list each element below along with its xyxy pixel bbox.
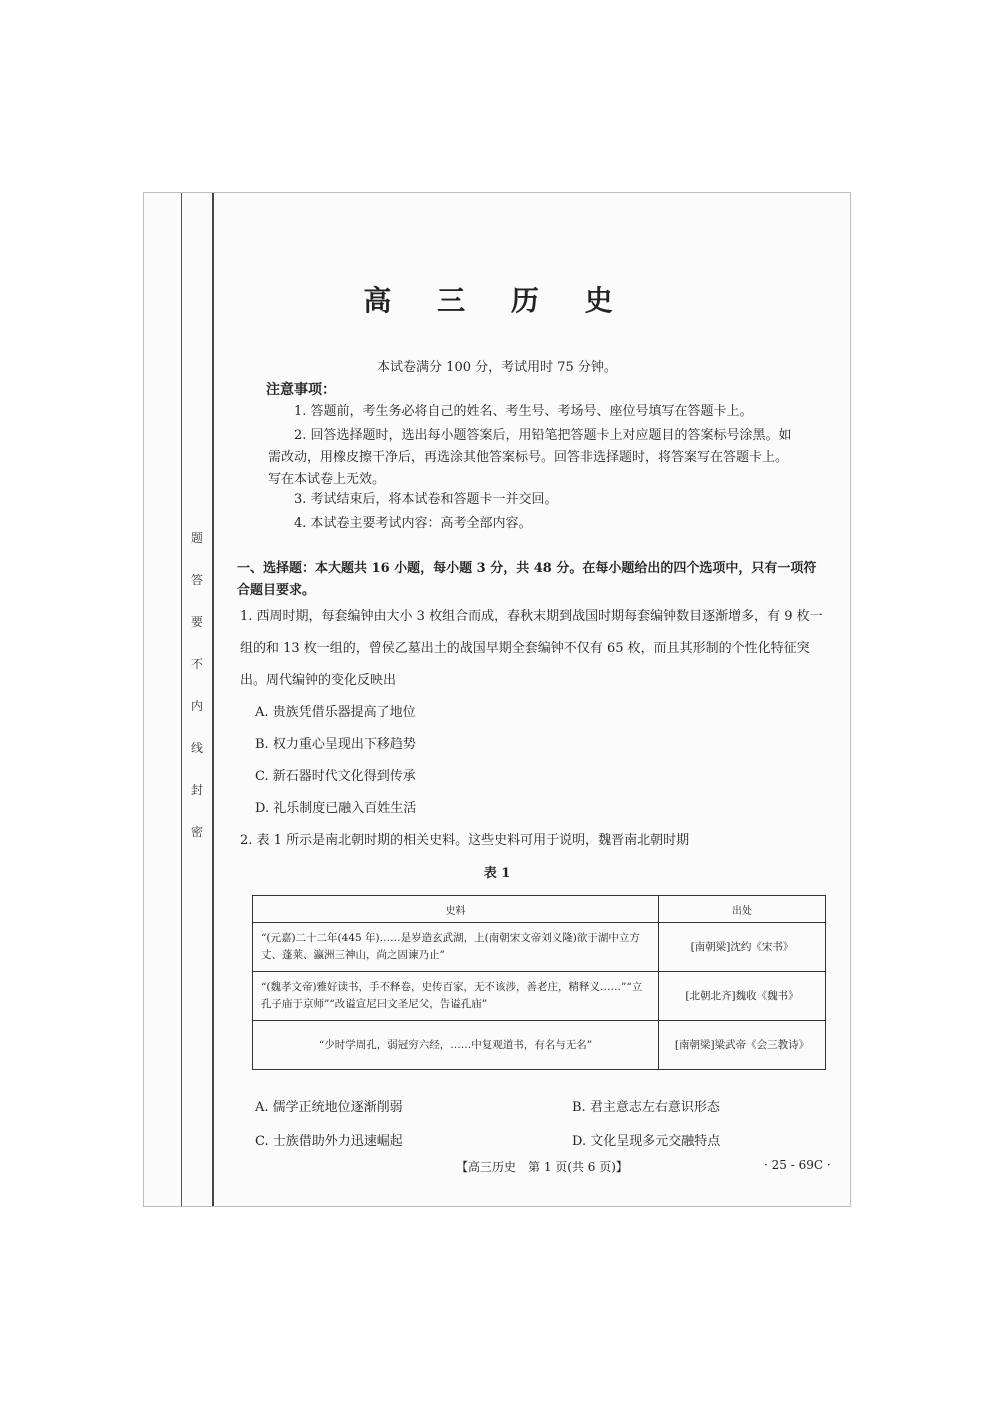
- note-item: 3. 考试结束后，将本试卷和答题卡一并交回。: [294, 492, 558, 507]
- table-row: [253, 923, 826, 972]
- question-1-option-a: A. 贵族凭借乐器提高了地位: [255, 705, 416, 720]
- section-heading: 一、选择题：本大题共 16 小题，每小题 3 分，共 48 分。在每小题给出的四个选项中，只有一项符合题目要求。: [237, 561, 817, 598]
- seal-char: 要: [190, 615, 203, 629]
- binding-line-inner: [212, 193, 214, 1206]
- question-1-option-c: C. 新石器时代文化得到传承: [255, 769, 416, 784]
- table-cell-citation: [南朝梁]梁武帝《会三教诗》: [659, 1021, 826, 1070]
- table-cell-source: “(魏孝文帝)雅好读书，手不释卷，史传百家，无不该涉，善老庄，精释义……”“立孔子庙于京师”“改谥宣尼曰文圣尼父，告谥孔庙”: [253, 972, 659, 1021]
- seal-char: 线: [190, 741, 203, 755]
- seal-char: 不: [190, 657, 203, 671]
- seal-char: 密: [190, 825, 203, 839]
- page-footer: 【高三历史 第 1 页(共 6 页)】: [456, 1160, 628, 1174]
- question-1-option-d: D. 礼乐制度已融入百姓生活: [255, 801, 417, 816]
- seal-char: 封: [190, 783, 203, 797]
- seal-char: 答: [190, 573, 203, 587]
- binding-line-outer: [181, 193, 182, 1206]
- question-2-option-c: C. 士族借助外力迅速崛起: [255, 1134, 403, 1149]
- exam-info: 本试卷满分 100 分，考试用时 75 分钟。: [377, 360, 617, 375]
- question-1-stem: 1. 西周时期，每套编钟由大小 3 枚组合而成，春秋末期到战国时期每套编钟数目逐渐增多，有 9 枚一组的和 13 枚一组的，曾侯乙墓出土的战国早期全套编钟不仅有 65 枚，而且其形制的个性化特征突出。周代编钟的变化反映出: [240, 609, 823, 688]
- note-item: 4. 本试卷主要考试内容：高考全部内容。: [294, 516, 532, 531]
- question-1-option-b: B. 权力重心呈现出下移趋势: [255, 737, 416, 752]
- table-caption: 表 1: [483, 866, 511, 881]
- note-item: 2. 回答选择题时，选出每小题答案后，用铅笔把答题卡上对应题目的答案标号涂黑。如需改动，用橡皮擦干净后，再选涂其他答案标号。回答非选择题时，将答案写在答题卡上。写在本试卷上无效。: [268, 428, 792, 487]
- exam-page: [143, 192, 851, 1207]
- question-2-stem: 2. 表 1 所示是南北朝时期的相关史料。这些史料可用于说明，魏晋南北朝时期: [240, 833, 690, 848]
- question-2-option-b: B. 君主意志左右意识形态: [572, 1100, 720, 1115]
- note-item: 1. 答题前，考生务必将自己的姓名、考生号、考场号、座位号填写在答题卡上。: [294, 404, 753, 419]
- source-table: [252, 895, 826, 1070]
- page-title: 高 三 历 史: [363, 284, 631, 317]
- seal-char: 题: [190, 531, 203, 545]
- table-cell-source: “少时学周孔，弱冠穷六经，……中复观道书，有名与无名”: [253, 1021, 659, 1070]
- notes-heading: 注意事项：: [266, 382, 336, 398]
- table-cell-source: “(元嘉)二十二年(445 年)……是岁造玄武湖，上(南朝宋文帝刘义隆)欲于湖中立方丈、蓬莱、瀛洲三神山，尚之固谏乃止”: [253, 923, 659, 972]
- table-row: [253, 972, 826, 1021]
- question-2-option-a: A. 儒学正统地位逐渐削弱: [255, 1100, 403, 1115]
- table-cell-citation: [南朝梁]沈约《宋书》: [659, 923, 826, 972]
- seal-line-notice: [186, 531, 208, 839]
- question-2-option-d: D. 文化呈现多元交融特点: [572, 1134, 721, 1149]
- table-row: [253, 1021, 826, 1070]
- table-header-row: [253, 896, 826, 923]
- exam-code: · 25 - 69C ·: [764, 1158, 831, 1172]
- table-header: 史料: [253, 896, 659, 923]
- table-cell-citation: [北朝北齐]魏收《魏书》: [659, 972, 826, 1021]
- seal-char: 内: [190, 699, 203, 713]
- table-header: 出处: [659, 896, 826, 923]
